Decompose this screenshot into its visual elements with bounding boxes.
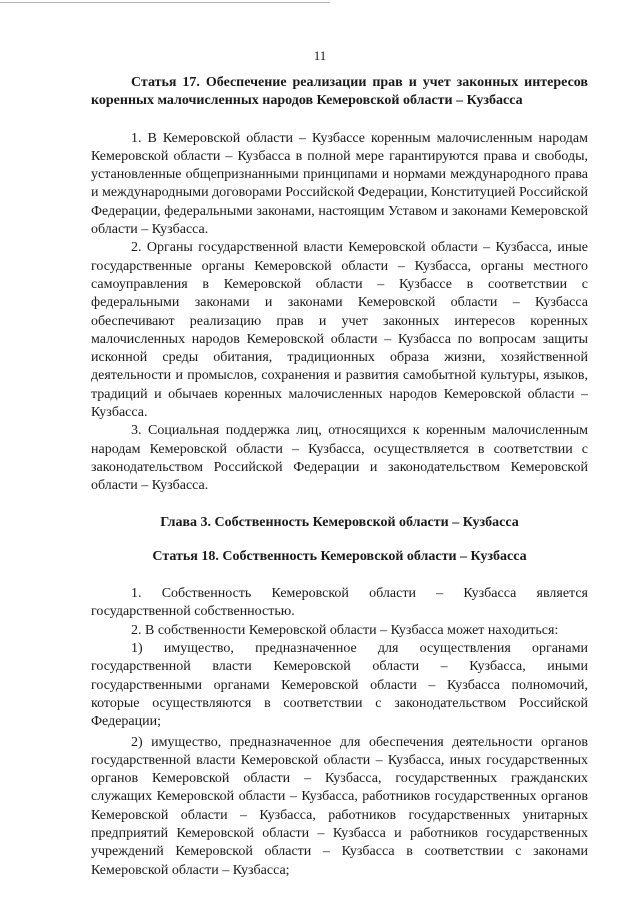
chapter-3-heading: Глава 3. Собственность Кемеровской области – Кузбасса (160, 514, 519, 530)
page-number: 11 (313, 48, 327, 63)
article-17-heading: Статья 17. Обеспечение реализации прав и учет законных интересов коренных малочисленных народов Кемеровской области – Кузбасса (91, 75, 588, 109)
document-body (91, 74, 588, 880)
article-18-item-1: 1) имущество, предназначенное для осуществления органами государственной власти Кемеровской области – Кузбасса, иными государственными органами Кемеровской области – Кузбасса полномочий, которые осуществляются в соответствии с законодательством Российской Федерации; (91, 641, 588, 730)
article-18-paragraph-1: 1. Собственность Кемеровской области – Кузбасса является государственной собственностью. (91, 586, 588, 620)
article-18-paragraph-2: 2. В собственности Кемеровской области – Кузбасса может находиться: (131, 622, 559, 638)
article-17-paragraph-1: 1. В Кемеровской области – Кузбассе коренным малочисленным народам Кемеровской области – Кузбасса в полной мере гарантируются права и свободы, установленные общепризнанными принципами и нормами международного права и международными договорами Российской Федерации, Конституцией Российской Федерации, федеральными законами, настоящим Уставом и законами Кемеровской области – Кузбасса. (91, 130, 588, 238)
article-17-paragraph-3: 3. Социальная поддержка лиц, относящихся к коренным малочисленным народам Кемеровской области – Кузбасса, осуществляется в соответствии с законодательством Российской Федерации и законодательством Кемеровской области – Кузбасса. (91, 423, 588, 494)
article-18-item-2: 2) имущество, предназначенное для обеспечения деятельности органов государственной власти Кемеровской области – Кузбасса, иных государственных органов Кемеровской области – Кузбасса, государственных гражданских служащих Кемеровской области – Кузбасса, работников государственных органов Кемеровской области – Кузбасса, работников государственных унитарных предприятий Кемеровской области – Кузбасса и работников государственных учреждений Кемеровской области – Кузбасса в соответствии с законами Кемеровской области – Кузбасса; (91, 734, 588, 878)
article-18-heading: Статья 18. Собственность Кемеровской области – Кузбасса (152, 548, 527, 564)
scan-edge-line (0, 2, 330, 3)
article-17-paragraph-2: 2. Органы государственной власти Кемеровской области – Кузбасса, иные государственные органы Кемеровской области – Кузбасса, органы местного самоуправления в Кемеровской области – Кузбассе в соответствии с федеральными законами и законами Кемеровской области – Кузбасса обеспечивают реализацию прав и учет законных интересов коренных малочисленных народов Кемеровской области – Кузбасса по вопросам защиты исконной среды обитания, традиционных образа жизни, хозяйственной деятельности и промыслов, сохранения и развития самобытной культуры, языков, традиций и обычаев коренных малочисленных народов Кемеровской области – Кузбасса. (91, 240, 588, 421)
